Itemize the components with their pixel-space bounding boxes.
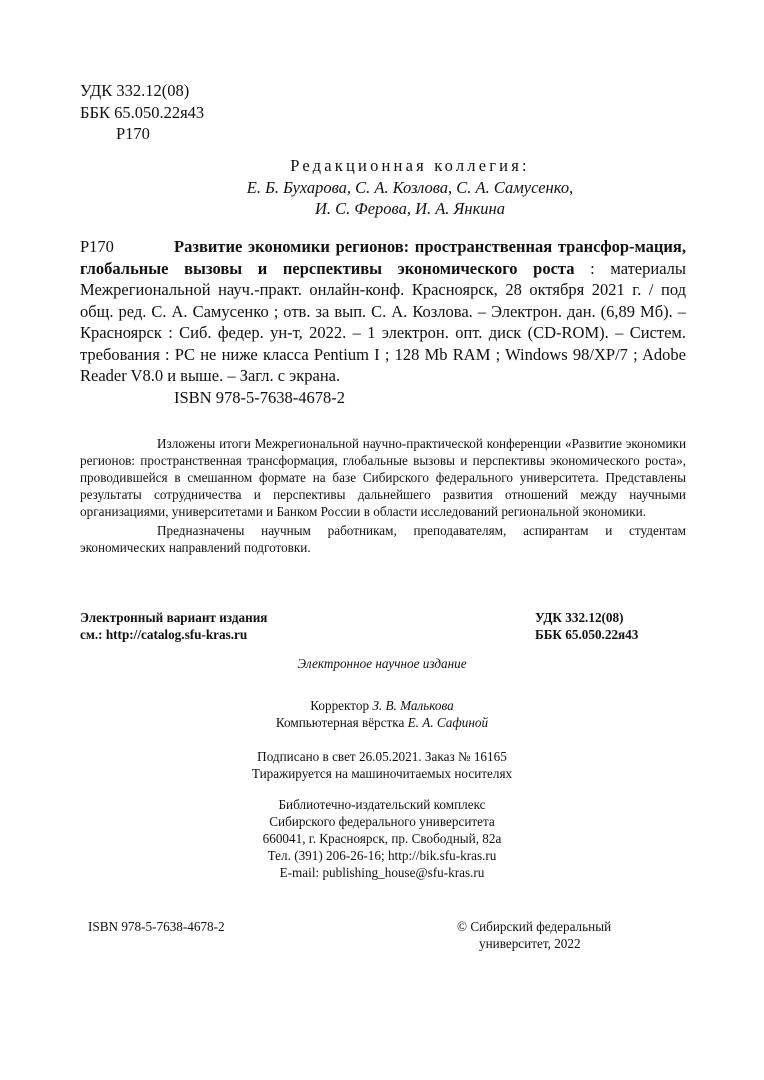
copies-info: Тиражируется на машиночитаемых носителях xyxy=(251,766,513,781)
publisher-email: E-mail: publishing_house@sfu-kras.ru xyxy=(279,865,485,880)
electronic-bbk: ББК 65.050.22я43 xyxy=(535,627,639,642)
annotation-paragraph-1: Изложены итоги Межрегиональной научно-практической конференции «Развитие экономики регионов: пространственная трансформация, глобальные вызовы и перспективы экономического роста», проводившейся в смешанном формате на базе Сибирского федерального университета. Представлены результаты сотрудничества и перспективы дальнейшего развития отношений между научными организациями, университетами и Банком России в области исследований региональной экономики. xyxy=(80,436,686,519)
editorial-board-line-1: Е. Б. Бухарова, С. А. Козлова, С. А. Самусенко, xyxy=(246,177,574,197)
udk-code: УДК 332.12(08) xyxy=(80,81,190,100)
entry-isbn: ISBN 978-5-7638-4678-2 xyxy=(174,387,345,407)
credits xyxy=(0,697,764,731)
copyright-line-1: © Сибирский федеральный xyxy=(457,919,612,934)
entry-title: Развитие экономики регионов: пространственная трансфор-мация, глобальные вызовы и перспективы экономического роста xyxy=(80,237,686,278)
copyright xyxy=(457,918,611,952)
copyright-line-2: университет, 2022 xyxy=(479,936,581,951)
catalog-link[interactable]: см.: http://catalog.sfu-kras.ru xyxy=(80,627,248,642)
editorial-board xyxy=(170,155,650,220)
corrector-label: Корректор xyxy=(310,698,373,713)
electronic-udk: УДК 332.12(08) xyxy=(535,610,624,625)
electronic-codes xyxy=(535,609,638,643)
publication-info xyxy=(0,748,764,782)
publisher-address: 660041, г. Красноярск, пр. Свободный, 82а xyxy=(262,831,502,846)
layout-label: Компьютерная вёрстка xyxy=(275,715,408,730)
edition-type: Электронное научное издание xyxy=(297,656,467,671)
electronic-version-label: Электронный вариант издания xyxy=(80,610,268,625)
corrector-name: З. В. Малькова xyxy=(372,698,454,713)
entry-code: Р170 xyxy=(80,237,114,256)
publisher-line-1: Библиотечно-издательский комплекс xyxy=(278,797,486,812)
publisher-line-2: Сибирского федерального университета xyxy=(269,814,495,829)
signed-for-publication: Подписано в свет 26.05.2021. Заказ № 16165 xyxy=(257,749,507,764)
bbk-code: ББК 65.050.22я43 xyxy=(80,102,205,122)
author-mark: Р170 xyxy=(116,124,150,143)
entry-description: : материалы Межрегиональной науч.-практ. онлайн-конф. Красноярск, 28 октября 2021 г. / под общ. ред. С. А. Самусенко ; отв. за вып. С. А. Козлова. – Электрон. дан. (6,89 Мб). – Красноярск : Сиб. федер. ун-т, 2022. – 1 электрон. опт. диск (CD-ROM). – Систем. требования : PC не ниже класса Pentium I ; 128 Mb RAM ; Windows 98/XP/7 ; Adobe Reader V8.0 и выше. – Загл. с экрана. xyxy=(80,258,686,385)
annotation xyxy=(80,435,686,556)
electronic-version-info xyxy=(80,609,267,643)
classification-codes xyxy=(80,80,204,145)
layout-name: Е. А. Сафиной xyxy=(407,715,489,730)
editorial-board-line-2: И. С. Ферова, И. А. Янкина xyxy=(315,199,505,218)
editorial-board-heading: Редакционная коллегия: xyxy=(290,156,530,175)
footer-isbn: ISBN 978-5-7638-4678-2 xyxy=(88,919,225,934)
publisher-phone: Тел. (391) 206-26-16; http://bik.sfu-kras.ru xyxy=(267,848,497,863)
publisher-info xyxy=(0,796,764,881)
bibliographic-entry xyxy=(80,236,686,408)
annotation-paragraph-2: Предназначены научным работникам, преподавателям, аспирантам и студентам экономических направлений подготовки. xyxy=(80,523,686,555)
